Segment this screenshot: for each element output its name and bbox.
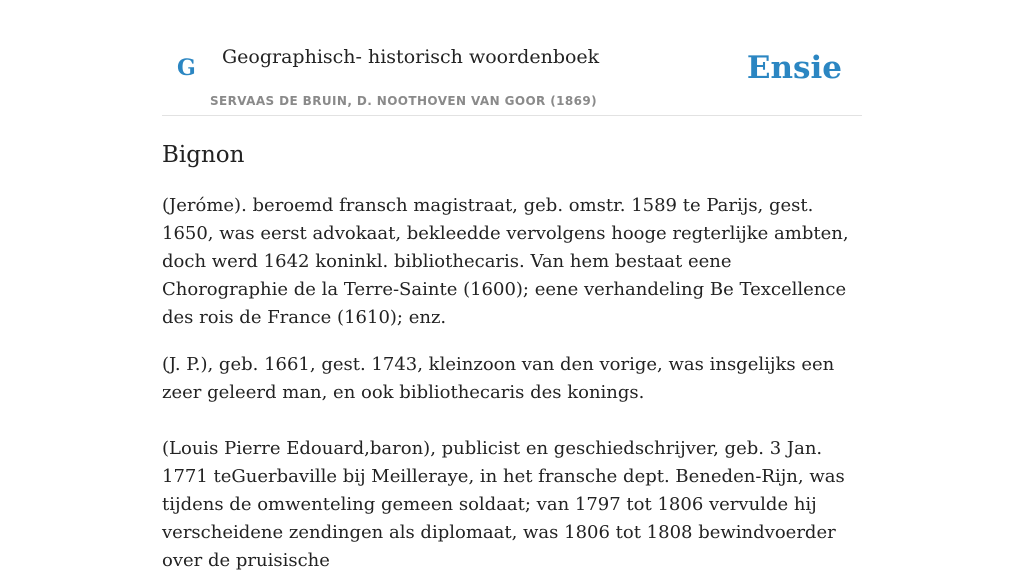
page [162, 0, 862, 571]
ensie-logo[interactable]: Ensie [746, 50, 842, 86]
entry-body [162, 192, 862, 575]
entry-paragraph: (J. P.), geb. 1661, gest. 1743, kleinzoon van den vorige, was insgelijks een zeer geleerd man, en ook bibliothecaris des konings. [162, 354, 835, 403]
entry-title: Bignon [162, 142, 245, 168]
entry-paragraph: (Louis Pierre Edouard,baron), publicist en geschiedschrijver, geb. 3 Jan. 1771 teGuerbaville bij Meilleraye, in het fransche dept. Beneden-Rijn, was tijdens de omwenteling gemeen soldaat; van 1797 tot 1806 vervulde hij verscheidene zendingen als diplomaat, was 1806 tot 1808 bewindvoerder over de pruisische [162, 438, 845, 571]
book-author: SERVAAS DE BRUIN, D. NOOTHOVEN VAN GOOR (1869) [210, 94, 598, 108]
entry-paragraph: (Jeróme). beroemd fransch magistraat, geb. omstr. 1589 te Parijs, gest. 1650, was eerst advokaat, bekleedde vervolgens hooge regterlijke ambten, doch werd 1642 koninkl. bibliothecaris. Van hem bestaat eene Chorographie de la Terre-Sainte (1600); eene verhandeling Be Texcellence des rois de France (1610); enz. [162, 195, 849, 328]
book-title[interactable]: Geographisch- historisch woordenboek [222, 46, 600, 68]
book-header [162, 0, 862, 116]
book-initial-letter: G [177, 55, 196, 81]
